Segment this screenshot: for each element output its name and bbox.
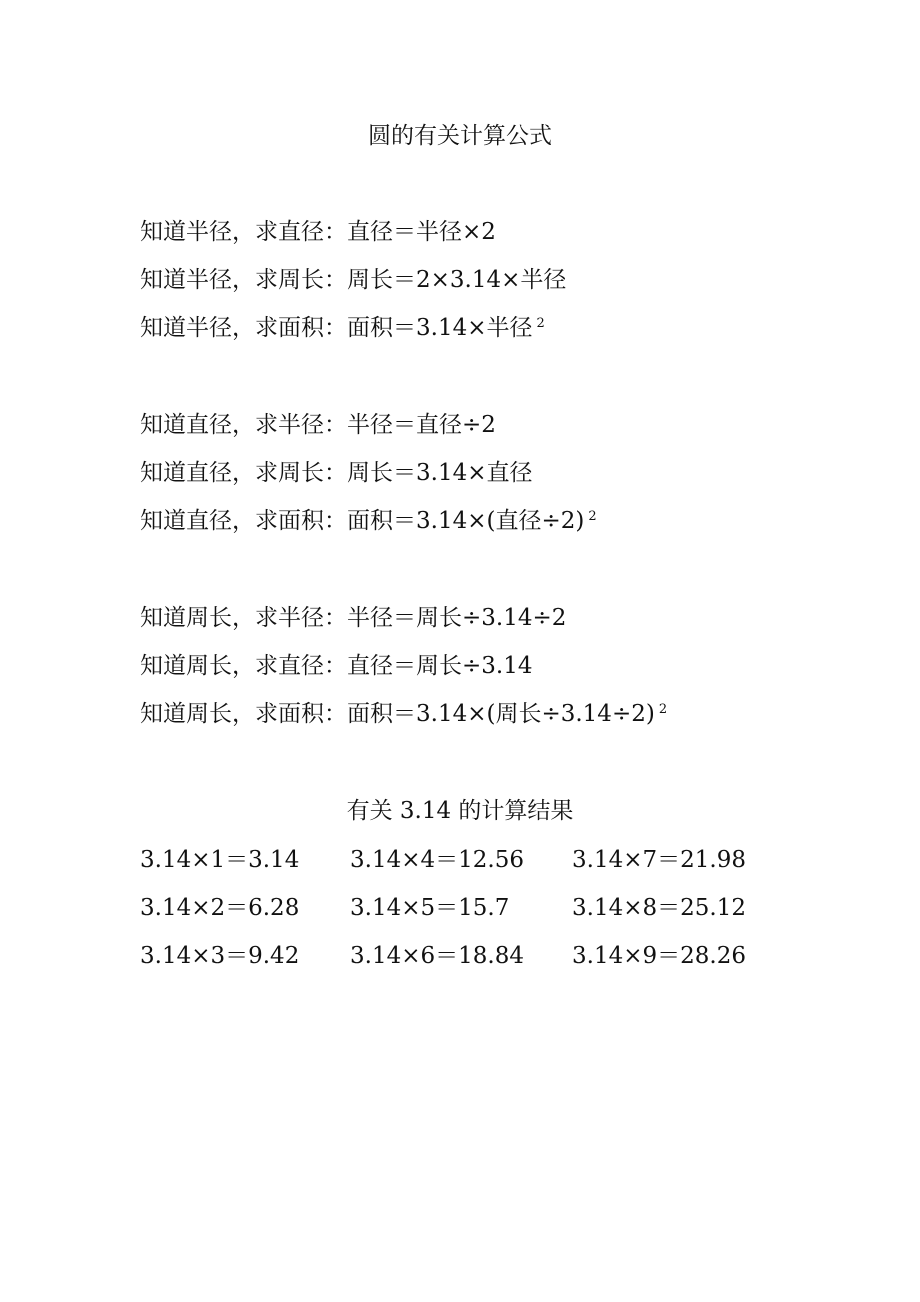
result-cell: 3.14×7＝21.98	[572, 847, 746, 873]
formula-text: 知道半径，求面积：面积＝3.14×半径	[140, 315, 533, 341]
formula-text: 知道半径，求周长：周长＝2×3.14×半径	[140, 267, 567, 293]
formula-line	[140, 313, 545, 347]
formula-line	[140, 506, 597, 540]
result-cell: 3.14×8＝25.12	[572, 895, 746, 921]
formula-line	[140, 410, 500, 444]
formula-line	[140, 265, 570, 299]
result-cell: 3.14×5＝15.7	[350, 895, 510, 921]
formula-text: 知道半径，求直径：直径＝半径×2	[140, 219, 496, 245]
result-cell: 3.14×6＝18.84	[350, 943, 524, 969]
formula-text: 知道周长，求半径：半径＝周长÷3.14÷2	[140, 605, 567, 631]
page-title: 圆的有关计算公式	[368, 123, 552, 149]
results-title: 有关 3.14 的计算结果	[346, 798, 574, 824]
formula-text: 知道周长，求直径：直径＝周长÷3.14	[140, 653, 533, 679]
superscript: 2	[588, 509, 597, 525]
result-cell: 3.14×1＝3.14	[140, 847, 300, 873]
result-cell: 3.14×3＝9.42	[140, 943, 300, 969]
formula-line	[140, 699, 667, 733]
result-cell: 3.14×2＝6.28	[140, 895, 300, 921]
superscript: 2	[658, 702, 668, 718]
formula-line	[140, 217, 500, 251]
superscript: 2	[536, 316, 545, 332]
formula-text: 知道直径，求半径：半径＝直径÷2	[140, 412, 496, 438]
formula-text: 知道直径，求周长：周长＝3.14×直径	[140, 460, 533, 486]
formula-line	[140, 603, 570, 637]
formula-text: 知道周长，求面积：面积＝3.14×(周长÷3.14÷2)	[140, 701, 655, 727]
formula-text: 知道直径，求面积：面积＝3.14×(直径÷2)	[140, 508, 585, 534]
result-cell: 3.14×4＝12.56	[350, 847, 524, 873]
formula-line	[140, 458, 536, 492]
formula-line	[140, 651, 536, 685]
result-cell: 3.14×9＝28.26	[572, 943, 746, 969]
